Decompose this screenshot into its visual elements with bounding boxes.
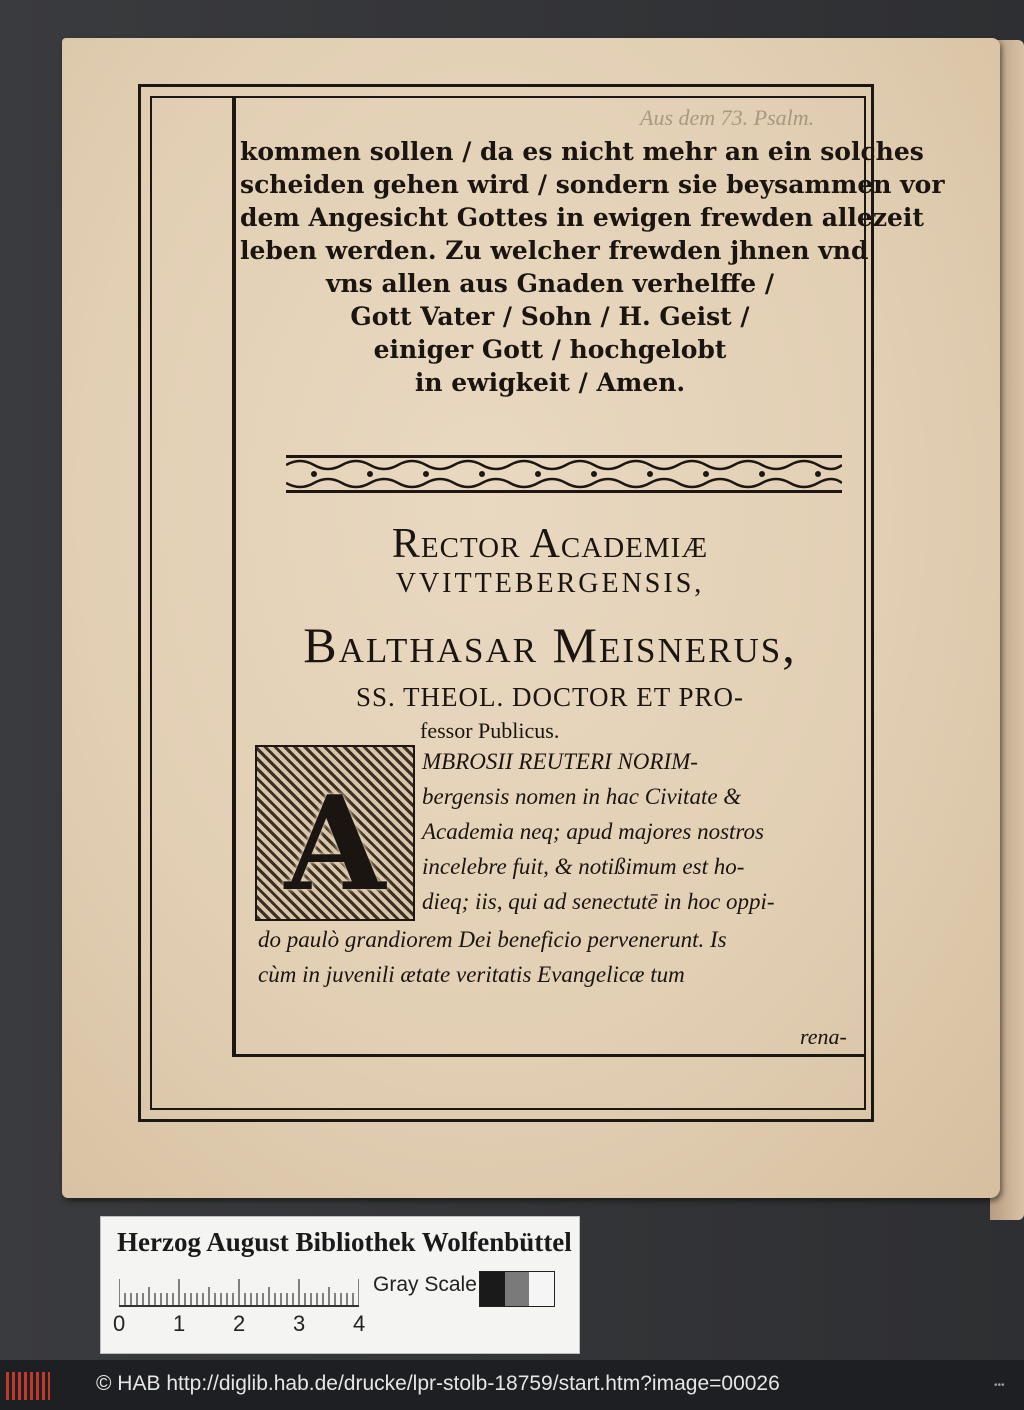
ornament-divider-icon: [286, 455, 842, 493]
footer-dots: •••: [994, 1380, 1005, 1391]
text-line: MBROSII REUTERI NORIM-: [422, 749, 698, 774]
ruler-labels: [113, 1311, 373, 1341]
title-university: VVITTEBERGENSIS,: [395, 568, 705, 599]
copyright-link[interactable]: © HAB http://diglib.hab.de/drucke/lpr-stolb-18759/start.htm?image=00026: [96, 1372, 780, 1395]
title-rector: Rector Academiæ: [391, 521, 709, 567]
title-professor: fessor Publicus.: [420, 718, 560, 743]
ruler-baseline: [119, 1305, 359, 1307]
swatch-black: [480, 1272, 505, 1306]
text-line: kommen sollen / da es nicht mehr an ein solches: [240, 137, 924, 166]
text-line: dieq; iis, qui ad senectutē in hoc oppi-: [422, 889, 775, 914]
catchword: rena-: [800, 1024, 847, 1049]
library-name: Herzog August Bibliothek Wolfenbüttel: [117, 1227, 572, 1257]
ruler-label: 2: [233, 1311, 246, 1336]
text-line: scheiden gehen wird / sondern sie beysammen vor: [240, 170, 945, 199]
latin-paragraph-full: [258, 922, 858, 992]
text-line: dem Angesicht Gottes in ewigen frewden allezeit: [240, 203, 924, 232]
ruler-label: 1: [173, 1311, 186, 1336]
latin-paragraph-indented: [422, 744, 862, 919]
text-line: Gott Vater / Sohn / H. Geist /: [350, 302, 750, 331]
text-line: do paulò grandiorem Dei beneficio pervenerunt. Is: [258, 927, 727, 952]
ruler-label: 0: [113, 1311, 126, 1336]
ruler-ticks-icon: [119, 1279, 359, 1307]
initial-letter: A: [284, 767, 386, 920]
ruler-label: 4: [353, 1311, 366, 1336]
swatch-gray: [505, 1272, 530, 1306]
bottom-rule: [232, 1054, 864, 1057]
text-line: vns allen aus Gnaden verhelffe /: [325, 269, 775, 298]
text-line: in ewigkeit / Amen.: [414, 368, 686, 397]
footer-bar: [0, 1360, 1024, 1410]
library-card: [100, 1216, 580, 1354]
text-line: Academia neq; apud majores nostros: [422, 819, 764, 844]
text-line: incelebre fuit, & notißimum est ho-: [422, 854, 745, 879]
hab-barcode-logo-icon[interactable]: [6, 1372, 50, 1400]
text-line: leben werden. Zu welcher frewden jhnen vnd: [240, 236, 869, 265]
text-line: cùm in juvenili ætate veritatis Evangelicæ tum: [258, 962, 685, 987]
fraktur-paragraph: [240, 135, 945, 399]
gray-scale-label: Gray Scale: [373, 1273, 477, 1296]
ruler-label: 3: [293, 1311, 306, 1336]
title-degree: SS. THEOL. DOCTOR ET PRO-: [355, 682, 745, 712]
running-header: Aus dem 73. Psalm.: [640, 105, 815, 130]
gray-scale-swatches: [479, 1271, 555, 1307]
decorated-initial: [255, 745, 415, 921]
text-line: einiger Gott / hochgelobt: [373, 335, 727, 364]
margin-rule: [232, 96, 236, 1054]
text-line: bergensis nomen in hac Civitate &: [422, 784, 742, 809]
swatch-white: [529, 1272, 554, 1306]
title-name: Balthasar Meisnerus,: [303, 617, 797, 673]
